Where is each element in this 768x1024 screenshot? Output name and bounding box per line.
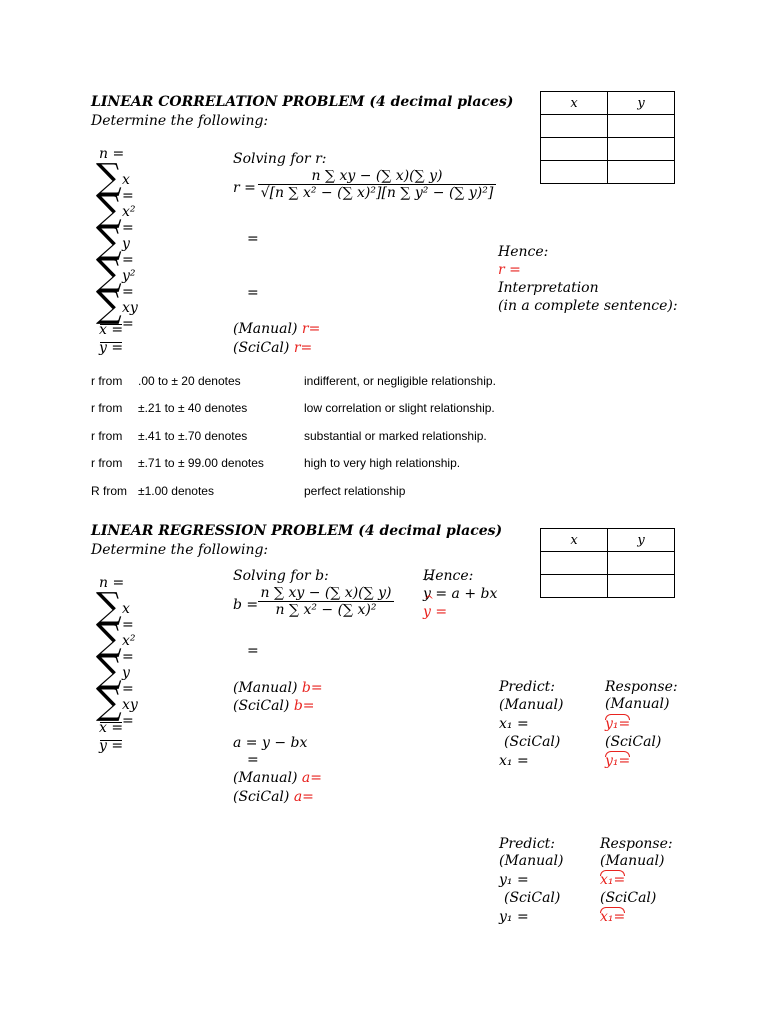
range-value: ±.21 to ± 40 denotes xyxy=(138,401,248,415)
table-cell[interactable] xyxy=(541,552,608,575)
range-value: ±1.00 denotes xyxy=(138,484,214,498)
sum-label: x² = xyxy=(122,204,136,236)
xbar-label: x = xyxy=(99,720,124,736)
sum-label: x = xyxy=(122,172,134,204)
b-formula xyxy=(258,585,394,618)
table-header-x: x xyxy=(541,529,608,552)
interpretation-note: (in a complete sentence): xyxy=(498,298,678,314)
range-meaning: perfect relationship xyxy=(304,484,406,498)
response-scical: (SciCal) xyxy=(605,734,662,750)
range-label: r from xyxy=(91,429,123,443)
scical-a-value: a= xyxy=(293,789,314,805)
range-label: r from xyxy=(91,401,123,415)
regression-subtitle: Determine the following: xyxy=(91,542,269,558)
table-cell[interactable] xyxy=(541,138,608,161)
manual-r-line: (Manual) r= xyxy=(233,321,321,337)
sigma-icon: ∑ xyxy=(96,189,122,230)
table-header-y: y xyxy=(608,529,675,552)
regression-title: LINEAR REGRESSION PROBLEM (4 decimal places) xyxy=(91,523,503,539)
predict-y1-scical: y₁ = xyxy=(499,909,529,925)
sigma-icon: ∑ xyxy=(96,618,122,659)
equals: = xyxy=(247,285,259,301)
table-cell[interactable] xyxy=(608,138,675,161)
yhat-result: ^ y = xyxy=(423,604,447,620)
range-meaning: high to very high relationship. xyxy=(304,456,461,470)
interpretation-label: Interpretation xyxy=(498,280,599,296)
predict-manual: (Manual) xyxy=(499,697,564,713)
manual-b-line: (Manual) b= xyxy=(233,680,323,696)
yhat-formula: ^ y = a + bx xyxy=(423,586,497,602)
predict-x1: x₁ = xyxy=(499,716,529,732)
range-value: ±.41 to ±.70 denotes xyxy=(138,429,248,443)
range-value: ±.71 to ± 99.00 denotes xyxy=(138,456,264,470)
b-denominator: n ∑ x² − (∑ x)² xyxy=(275,602,377,618)
range-meaning: low correlation or slight relationship. xyxy=(304,401,495,415)
predict-manual: (Manual) xyxy=(499,853,564,869)
predict-scical: (SciCal) xyxy=(504,890,561,906)
response-manual: (Manual) xyxy=(605,696,670,712)
manual-a-line: (Manual) a= xyxy=(233,770,322,786)
sum-label: y = xyxy=(122,665,134,697)
sigma-icon: ∑ xyxy=(96,157,122,198)
scical-a-line: (SciCal) a= xyxy=(233,789,314,805)
range-meaning: indifferent, or negligible relationship. xyxy=(304,374,496,388)
table-cell[interactable] xyxy=(608,552,675,575)
sum-label: x = xyxy=(122,601,134,633)
range-meaning: substantial or marked relationship. xyxy=(304,429,487,443)
predict-label: Predict: xyxy=(499,679,556,695)
correlation-data-table xyxy=(540,91,675,184)
hence-label: Hence: xyxy=(423,568,474,584)
sigma-icon: ∑ xyxy=(96,253,122,294)
r-formula xyxy=(258,168,496,201)
response-y1-scical: y₁= xyxy=(605,753,631,769)
regression-data-table xyxy=(540,528,675,598)
solving-for-r: Solving for r: xyxy=(233,151,327,167)
equals: = xyxy=(247,231,259,247)
ybar-label: y = xyxy=(99,738,124,754)
table-cell[interactable] xyxy=(541,115,608,138)
table-cell[interactable] xyxy=(608,575,675,598)
scical-b-value: b= xyxy=(293,698,315,714)
r-lhs: r = xyxy=(233,180,256,196)
response-y1: y₁= xyxy=(605,716,631,732)
table-cell[interactable] xyxy=(608,161,675,184)
hence-r: r = xyxy=(498,262,521,278)
scical-r-line: (SciCal) r= xyxy=(233,340,313,356)
correlation-subtitle: Determine the following: xyxy=(91,113,269,129)
response-x1-scical: x₁= xyxy=(600,909,626,925)
n-label: n = xyxy=(99,575,125,591)
scical-b-line: (SciCal) b= xyxy=(233,698,315,714)
sigma-icon: ∑ xyxy=(96,586,122,627)
predict-scical: (SciCal) xyxy=(504,734,561,750)
sigma-icon: ∑ xyxy=(96,285,122,326)
xbar-label: x = xyxy=(99,322,124,338)
solving-for-b: Solving for b: xyxy=(233,568,329,584)
equals: = xyxy=(247,643,259,659)
sum-label: xy = xyxy=(122,697,138,729)
manual-a-value: a= xyxy=(301,770,322,786)
response-x1: x₁= xyxy=(600,872,626,888)
sum-label: x² = xyxy=(122,633,136,665)
table-cell[interactable] xyxy=(608,115,675,138)
r-denominator: √[n ∑ x² − (∑ x)²][n ∑ y² − (∑ y)²] xyxy=(260,185,494,201)
range-label: r from xyxy=(91,374,123,388)
equals: = xyxy=(247,752,259,768)
n-label: n = xyxy=(99,146,125,162)
sigma-icon: ∑ xyxy=(96,650,122,691)
sum-label: y = xyxy=(122,236,134,268)
range-label: r from xyxy=(91,456,123,470)
predict-label: Predict: xyxy=(499,836,556,852)
ybar-label: y = xyxy=(99,340,124,356)
sigma-icon: ∑ xyxy=(96,221,122,262)
table-cell[interactable] xyxy=(541,161,608,184)
sum-label: xy = xyxy=(122,300,138,332)
a-formula: a = y − bx xyxy=(233,735,308,751)
b-numerator: n ∑ xy − (∑ x)(∑ y) xyxy=(260,585,392,601)
table-header-y: y xyxy=(608,92,675,115)
sigma-icon: ∑ xyxy=(96,682,122,723)
r-numerator: n ∑ xy − (∑ x)(∑ y) xyxy=(311,168,443,184)
response-label: Response: xyxy=(605,679,678,695)
hence-label: Hence: xyxy=(498,244,549,260)
manual-r-value: r= xyxy=(301,321,321,337)
range-value: .00 to ± 20 denotes xyxy=(138,374,241,388)
predict-x1-scical: x₁ = xyxy=(499,753,529,769)
response-scical: (SciCal) xyxy=(600,890,657,906)
table-header-x: x xyxy=(541,92,608,115)
manual-b-value: b= xyxy=(301,680,323,696)
b-lhs: b = xyxy=(233,597,259,613)
table-cell[interactable] xyxy=(541,575,608,598)
response-manual: (Manual) xyxy=(600,853,665,869)
sum-label: y² = xyxy=(122,268,136,300)
correlation-title: LINEAR CORRELATION PROBLEM (4 decimal places) xyxy=(91,94,514,110)
response-label: Response: xyxy=(600,836,673,852)
range-label: R from xyxy=(91,484,127,498)
scical-r-value: r= xyxy=(293,340,313,356)
predict-y1: y₁ = xyxy=(499,872,529,888)
